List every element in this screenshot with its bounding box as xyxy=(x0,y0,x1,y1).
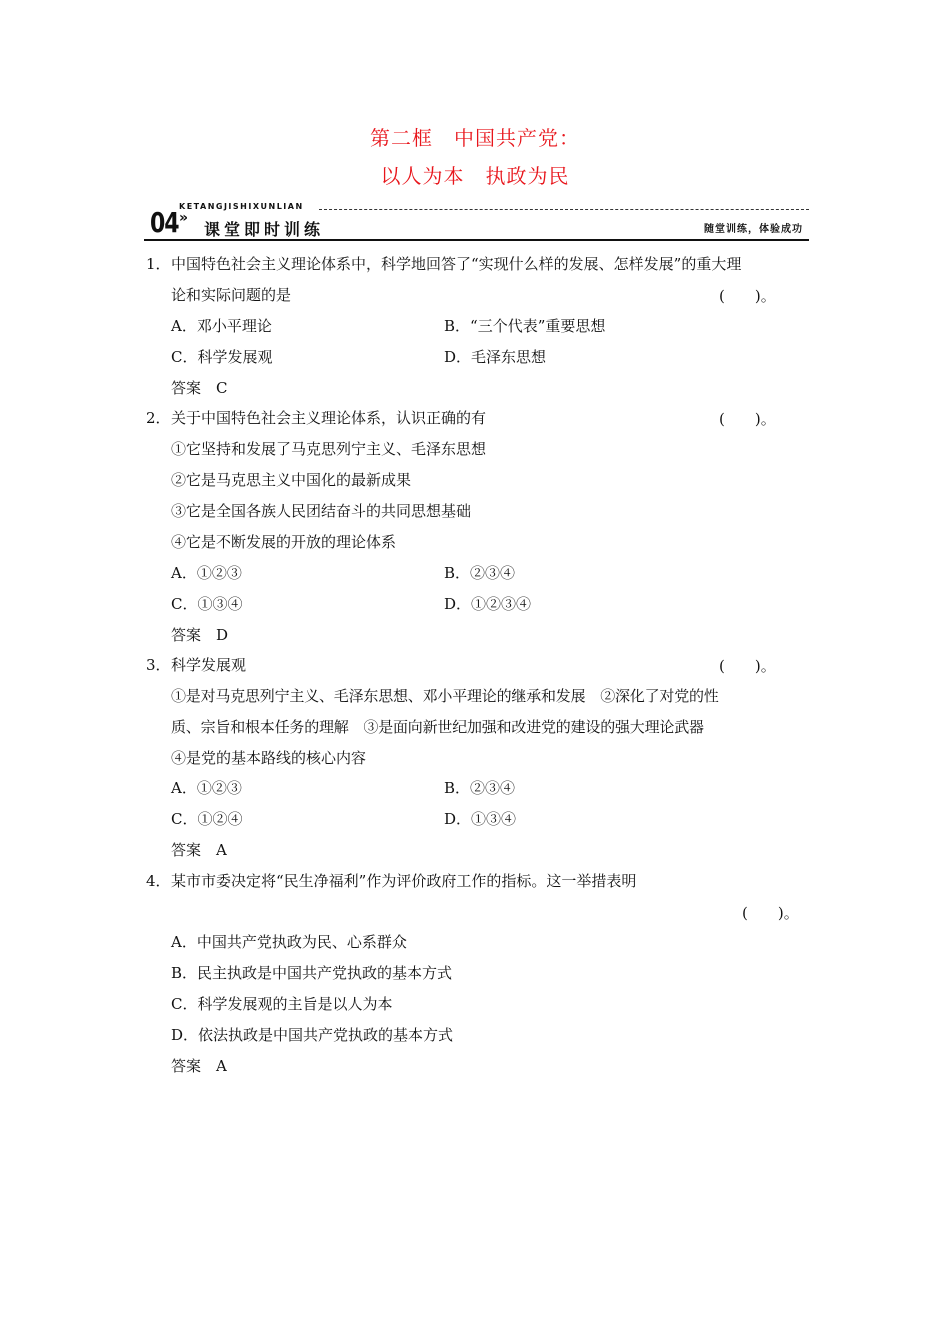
answer-blank: ( )。 xyxy=(719,657,776,675)
question-number: 3． xyxy=(146,656,171,674)
option-b: B．民主执政是中国共产党执政的基本方式 xyxy=(171,964,453,982)
question-number: 4． xyxy=(146,872,171,890)
answer-line: 答案 A xyxy=(171,841,227,859)
section-banner xyxy=(144,202,809,242)
option-b: B．②③④ xyxy=(444,564,516,582)
statement-item: 质、宗旨和根本任务的理解 ③是面向新世纪加强和改进党的建设的强大理论武器 xyxy=(171,718,704,736)
section-number: 04 xyxy=(150,208,179,240)
question-number: 2． xyxy=(146,409,171,427)
section-slogan: 随堂训练，体验成功 xyxy=(704,224,803,235)
statement-item: ①它坚持和发展了马克思列宁主义、毛泽东思想 xyxy=(171,440,487,458)
answer-line: 答案 D xyxy=(171,626,229,644)
option-d: D．①②③④ xyxy=(444,595,532,613)
page-title: 第二框 中国共产党： xyxy=(370,126,580,150)
statement-item: ④是党的基本路线的核心内容 xyxy=(171,749,367,767)
statement-item: ②它是马克思主义中国化的最新成果 xyxy=(171,471,412,489)
option-a: A．中国共产党执政为民、心系群众 xyxy=(171,933,407,951)
option-c: C．科学发展观 xyxy=(171,348,273,366)
answer-blank: ( )。 xyxy=(719,287,776,305)
option-d: D．①③④ xyxy=(444,810,517,828)
question-stem: 关于中国特色社会主义理论体系，认识正确的有 xyxy=(171,409,487,427)
option-b: B．②③④ xyxy=(444,779,516,797)
answer-line: 答案 C xyxy=(171,379,228,397)
option-c: C．①③④ xyxy=(171,595,243,613)
dashed-divider xyxy=(319,209,809,210)
double-arrow-icon: » xyxy=(179,210,189,226)
option-d: D．毛泽东思想 xyxy=(444,348,547,366)
question-stem: 论和实际问题的是 xyxy=(171,286,292,304)
section-pinyin: KETANGJISHIXUNLIAN xyxy=(179,202,304,211)
section-heading: 课堂即时训练 xyxy=(204,220,325,239)
banner-underline xyxy=(144,239,809,241)
question-stem: 中国特色社会主义理论体系中，科学地回答了“实现什么样的发展、怎样发展”的重大理 xyxy=(171,255,742,273)
answer-blank: ( )。 xyxy=(719,410,776,428)
question-stem: 某市市委决定将“民生净福利”作为评价政府工作的指标。这一举措表明 xyxy=(171,872,637,890)
option-b: B．“三个代表”重要思想 xyxy=(444,317,606,335)
option-a: A．①②③ xyxy=(171,779,242,797)
question-stem: 科学发展观 xyxy=(171,656,247,674)
option-a: A．邓小平理论 xyxy=(171,317,272,335)
option-d: D．依法执政是中国共产党执政的基本方式 xyxy=(171,1026,454,1044)
answer-blank: ( )。 xyxy=(742,904,799,922)
option-c: C．①②④ xyxy=(171,810,243,828)
statement-item: ①是对马克思列宁主义、毛泽东思想、邓小平理论的继承和发展 ②深化了对党的性 xyxy=(171,687,719,705)
statement-item: ④它是不断发展的开放的理论体系 xyxy=(171,533,397,551)
answer-line: 答案 A xyxy=(171,1057,227,1075)
question-number: 1． xyxy=(146,255,171,273)
option-c: C．科学发展观的主旨是以人为本 xyxy=(171,995,393,1013)
statement-item: ③它是全国各族人民团结奋斗的共同思想基础 xyxy=(171,502,472,520)
option-a: A．①②③ xyxy=(171,564,242,582)
page-subtitle: 以人为本 执政为民 xyxy=(380,164,570,188)
